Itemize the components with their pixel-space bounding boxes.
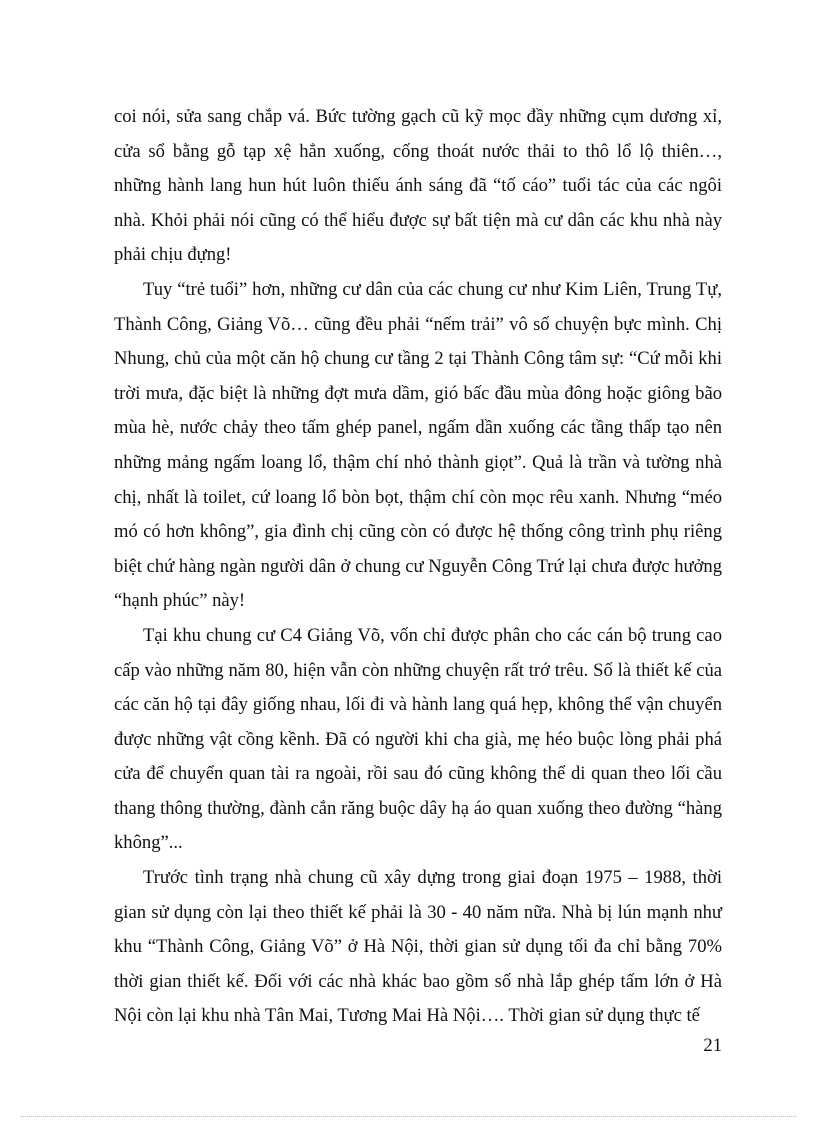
page-bottom-divider (20, 1116, 796, 1117)
document-body (114, 100, 722, 1034)
page-number: 21 (703, 1035, 722, 1056)
paragraph: Trước tình trạng nhà chung cũ xây dựng trong giai đoạn 1975 – 1988, thời gian sử dụng còn lại theo thiết kế phải là 30 - 40 năm nữa. Nhà bị lún mạnh như khu “Thành Công, Giảng Võ” ở Hà Nội, thời gian sử dụng tối đa chỉ bằng 70% thời gian thiết kế. Đối với các nhà khác bao gồm số nhà lắp ghép tấm lớn ở Hà Nội còn lại khu nhà Tân Mai, Tương Mai Hà Nội…. Thời gian sử dụng thực tế (114, 867, 722, 1027)
paragraph: coi nói, sửa sang chắp vá. Bức tường gạch cũ kỹ mọc đầy những cụm dương xỉ, cửa sổ bằng gỗ tạp xệ hẳn xuống, cống thoát nước thải to thô lổ lộ thiên…, những hành lang hun hút luôn thiếu ánh sáng đã “tố cáo” tuổi tác của các ngôi nhà. Khỏi phải nói cũng có thể hiểu được sự bất tiện mà cư dân các khu nhà này phải chịu đựng! (114, 106, 722, 266)
paragraph: Tại khu chung cư C4 Giảng Võ, vốn chỉ được phân cho các cán bộ trung cao cấp vào những năm 80, hiện vẫn còn những chuyện rất trớ trêu. Số là thiết kế của các căn hộ tại đây giống nhau, lối đi và hành lang quá hẹp, không thể vận chuyển được những vật cồng kềnh. Đã có người khi cha già, mẹ héo buộc lòng phải phá cửa để chuyển quan tài ra ngoài, rồi sau đó cũng không thể di quan theo lối cầu thang thông thường, đành cắn răng buộc dây hạ áo quan xuống theo đường “hàng không”... (114, 624, 722, 854)
paragraph: Tuy “trẻ tuổi” hơn, những cư dân của các chung cư như Kim Liên, Trung Tự, Thành Công, Giảng Võ… cũng đều phải “nếm trải” vô số chuyện bực mình. Chị Nhung, chủ của một căn hộ chung cư tầng 2 tại Thành Công tâm sự: “Cứ mỗi khi trời mưa, đặc biệt là những đợt mưa dầm, gió bấc đầu mùa đông hoặc giông bão mùa hè, nước chảy theo tấm ghép panel, ngấm dần xuống các tầng thấp tạo nên những mảng ngấm loang lổ, thậm chí nhỏ thành giọt”. Quả là trần và tường nhà chị, nhất là toilet, cứ loang lổ bòn bọt, thậm chí còn mọc rêu xanh. Nhưng “méo mó có hơn không”, gia đình chị cũng còn có được hệ thống công trình phụ riêng biệt chứ hàng ngàn người dân ở chung cư Nguyễn Công Trứ lại chưa được hưởng “hạnh phúc” này! (114, 278, 722, 612)
